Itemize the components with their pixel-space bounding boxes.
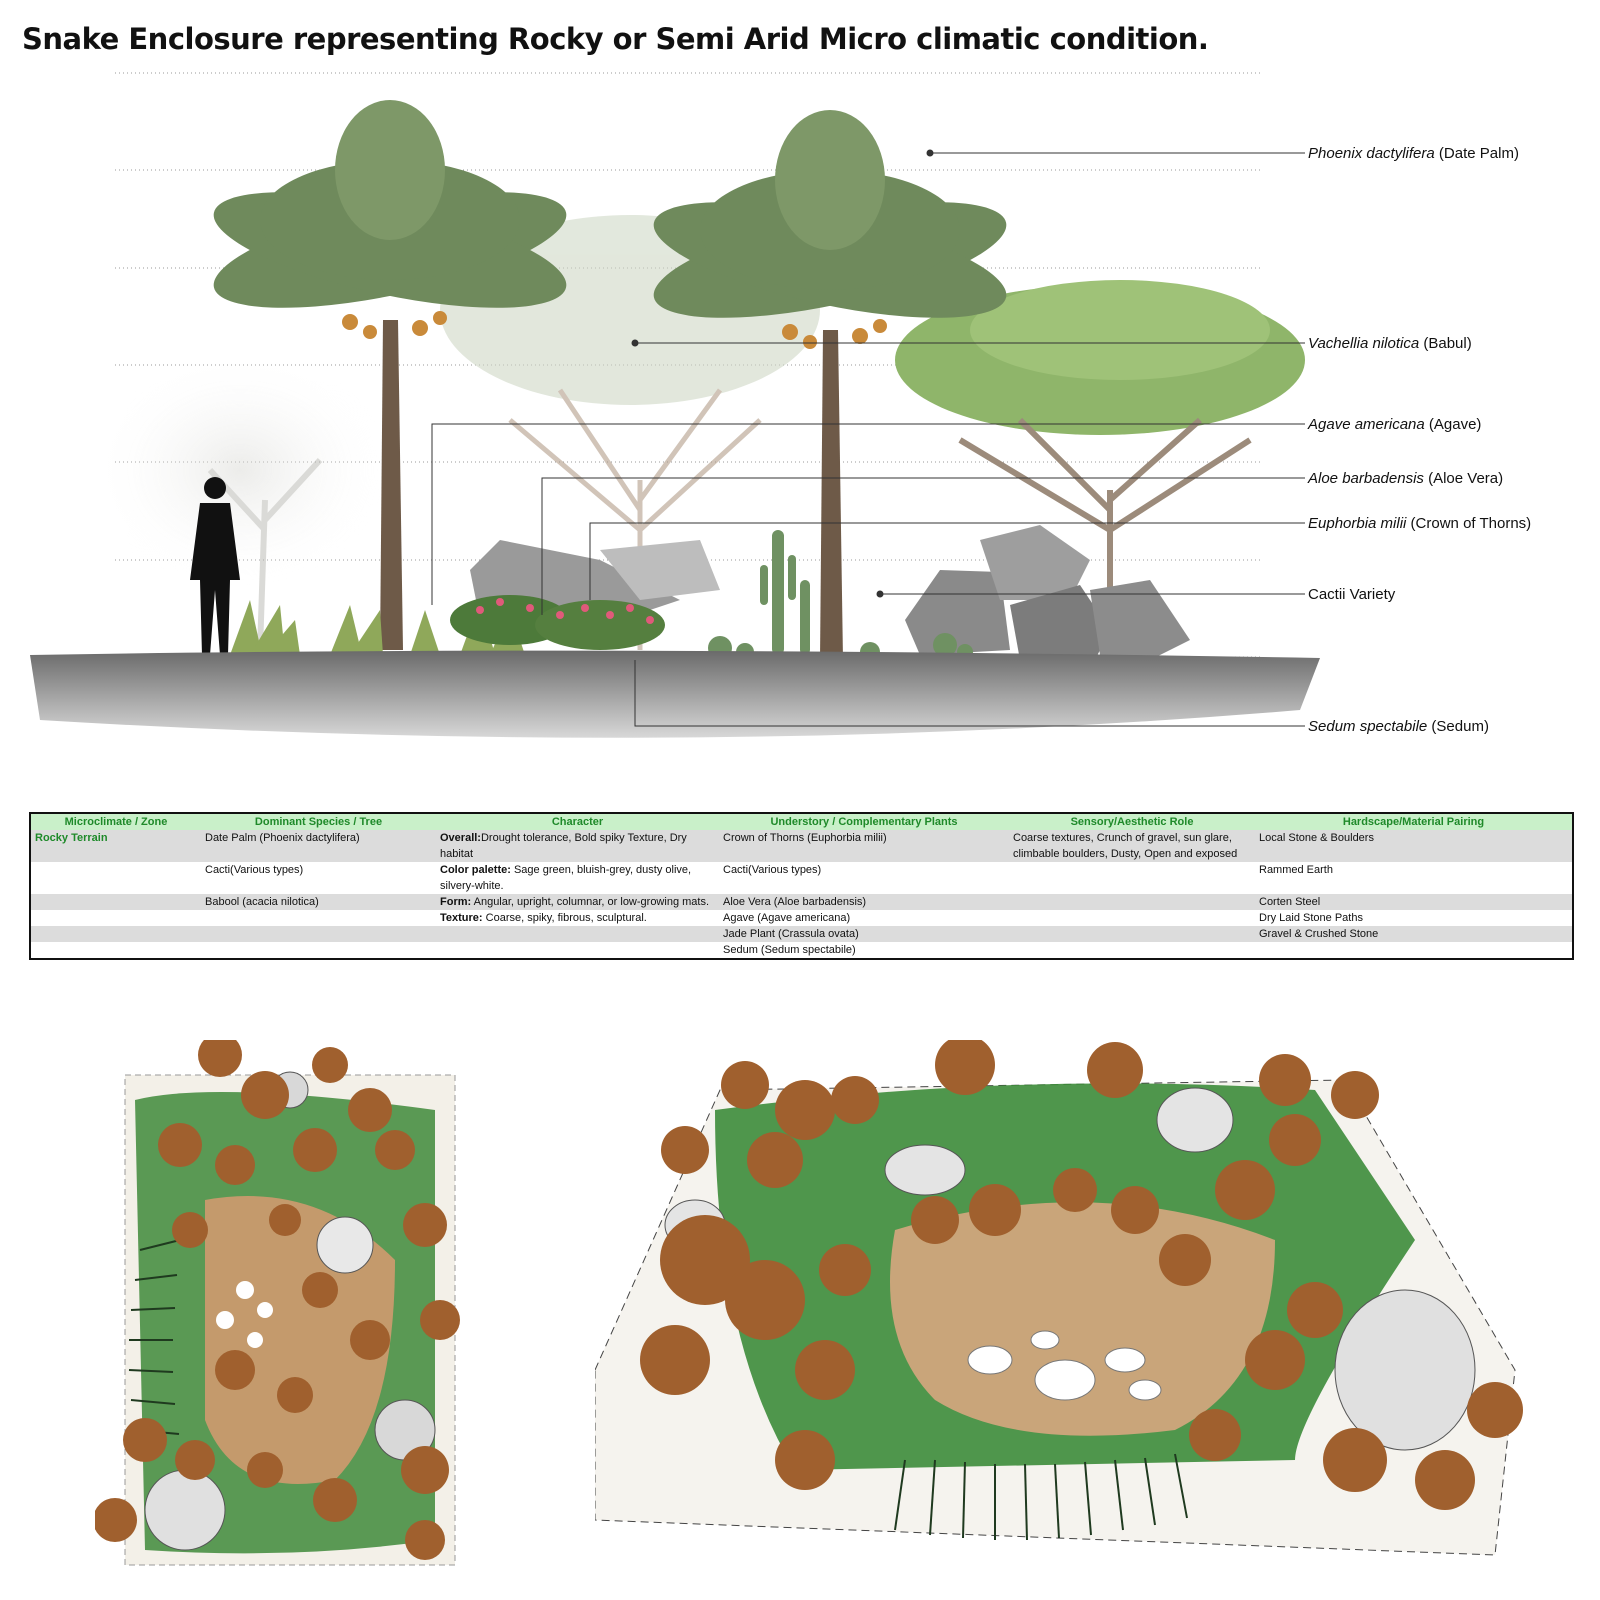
label-agave: Agave americana (Agave) xyxy=(1308,416,1482,433)
table-row xyxy=(31,926,1572,942)
table-cell: Color palette: Sage green, bluish-grey, dusty olive, silvery-white. xyxy=(440,864,692,892)
table-cell xyxy=(31,910,201,926)
label-cactii-variety: Cactii Variety xyxy=(1308,586,1396,603)
label-crown-of-thorns: Euphorbia milii (Crown of Thorns) xyxy=(1308,515,1532,532)
table-cell: Form: Angular, upright, columnar, or low-growing mats. xyxy=(436,894,719,910)
table-cell xyxy=(201,910,436,926)
table-header: Sensory/Aesthetic Role xyxy=(1009,814,1255,830)
table-cell: Overall:Drought tolerance, Bold spiky Texture, Dry habitat xyxy=(436,830,719,862)
table-cell: Gravel & Crushed Stone xyxy=(1255,926,1572,942)
table-row xyxy=(31,862,1572,894)
table-cell: Cacti(Various types) xyxy=(723,864,822,876)
table-cell: Dry Laid Stone Paths xyxy=(1259,912,1363,924)
table-cell xyxy=(1009,894,1255,910)
table-cell xyxy=(1009,942,1255,958)
table-cell xyxy=(31,926,201,942)
table-row xyxy=(31,830,1572,862)
table-header: Character xyxy=(436,814,719,830)
table-header: Dominant Species / Tree xyxy=(201,814,436,830)
table-cell xyxy=(1009,926,1255,942)
table-cell: Local Stone & Boulders xyxy=(1255,830,1572,862)
species-table xyxy=(29,812,1574,960)
table-row xyxy=(31,894,1572,910)
table-cell xyxy=(1255,942,1572,958)
label-babul: Vachellia nilotica (Babul) xyxy=(1308,335,1472,352)
species-labels xyxy=(1307,145,1531,735)
table-cell xyxy=(436,926,719,942)
model-photo-top-view xyxy=(95,1040,485,1585)
table-cell xyxy=(1009,910,1255,926)
table-cell: Aloe Vera (Aloe barbadensis) xyxy=(719,894,1009,910)
table-cell xyxy=(31,942,201,958)
table-cell: Agave (Agave americana) xyxy=(723,912,851,924)
table-cell xyxy=(31,862,201,894)
model-photo-perspective-view xyxy=(595,1040,1540,1585)
ground-plane xyxy=(30,651,1320,738)
table-cell: Texture: Coarse, spiky, fibrous, sculptural. xyxy=(440,912,647,924)
label-aloe-vera: Aloe barbadensis (Aloe Vera) xyxy=(1308,470,1504,487)
page-title: Snake Enclosure representing Rocky or Semi Arid Micro climatic condition. xyxy=(22,22,1209,56)
background-tree-left xyxy=(90,350,390,650)
table-cell: Corten Steel xyxy=(1255,894,1572,910)
table-cell xyxy=(201,926,436,942)
table-cell xyxy=(436,942,719,958)
table-cell xyxy=(1009,862,1255,894)
table-header: Microclimate / Zone xyxy=(31,814,201,830)
table-header: Understory / Complementary Plants xyxy=(719,814,1009,830)
table-header: Hardscape/Material Pairing xyxy=(1255,814,1572,830)
table-cell: Jade Plant (Crassula ovata) xyxy=(719,926,1009,942)
table-row xyxy=(31,942,1572,958)
table-cell: Coarse textures, Crunch of gravel, sun glare, climbable boulders, Dusty, Open and exposed xyxy=(1009,830,1255,862)
table-cell xyxy=(201,942,436,958)
label-sedum: Sedum spectabile (Sedum) xyxy=(1308,718,1489,735)
table-cell: Sedum (Sedum spectabile) xyxy=(723,944,856,956)
table-cell: Date Palm (Phoenix dactylifera) xyxy=(201,830,436,862)
label-date-palm: Phoenix dactylifera (Date Palm) xyxy=(1308,145,1519,162)
table-header-row xyxy=(31,814,1572,830)
table-cell xyxy=(31,894,201,910)
table-cell: Cacti(Various types) xyxy=(205,864,304,876)
table-cell: Crown of Thorns (Euphorbia milii) xyxy=(719,830,1009,862)
table-cell: Rammed Earth xyxy=(1259,864,1333,876)
table-cell: Rocky Terrain xyxy=(31,830,201,862)
table-cell: Babool (acacia nilotica) xyxy=(201,894,436,910)
elevation-drawing xyxy=(0,60,1600,780)
table-row xyxy=(31,910,1572,926)
